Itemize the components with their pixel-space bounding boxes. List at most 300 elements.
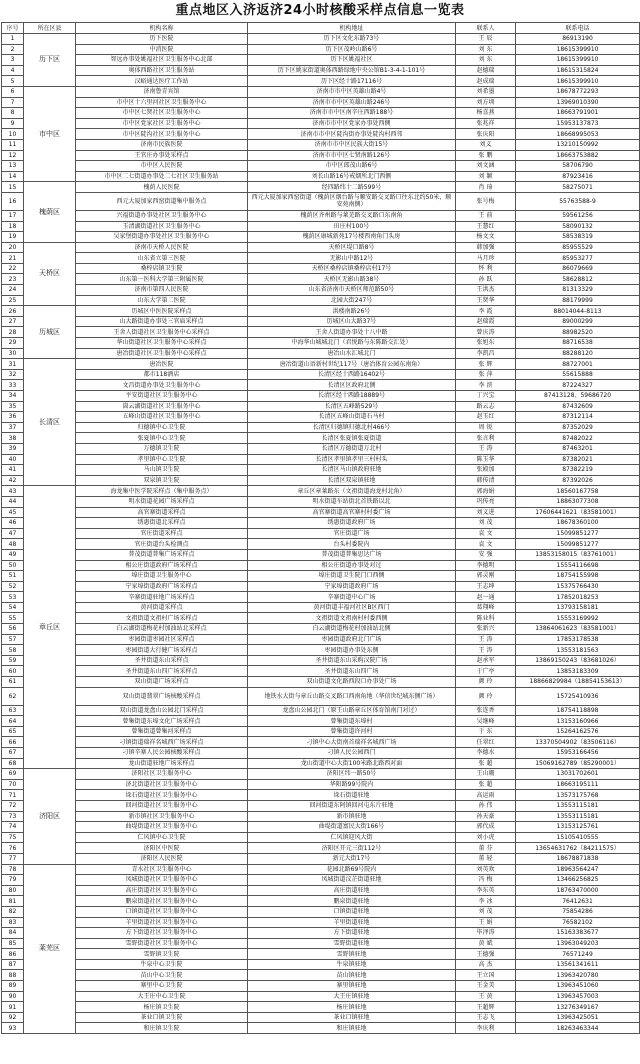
institution-address: 苗山镇驻地 xyxy=(248,970,456,981)
institution-name: 中消医院 xyxy=(76,44,248,55)
contact-phone: 87382021 xyxy=(516,454,640,465)
institution-address: 长清区双泉镇驻地 xyxy=(248,475,456,486)
table-row xyxy=(2,97,640,108)
institution-name: 大王庄中心卫生院 xyxy=(76,991,248,1002)
contact-phone: 13853158015（83761001） xyxy=(516,549,640,560)
contact-person: 颜 玲 xyxy=(456,687,516,705)
institution-name: 市中区二七街道办事处二七社区卫生服务站 xyxy=(76,171,248,182)
district-cell: 槐荫区 xyxy=(24,182,76,242)
contact-phone: 13370504902（83506116） xyxy=(516,737,640,748)
row-index: 66 xyxy=(2,737,24,748)
table-row xyxy=(2,970,640,981)
contact-person: 韩加强 xyxy=(456,242,516,253)
contact-phone: 13031702601 xyxy=(516,769,640,780)
contact-person: 赵一通 xyxy=(456,592,516,603)
row-index: 17 xyxy=(2,210,24,221)
contact-person: 毕泽涛 xyxy=(456,928,516,939)
table-row xyxy=(2,76,640,87)
institution-name: 刁镇街道瑞祥名城西广场采样点 xyxy=(76,737,248,748)
table-row xyxy=(2,306,640,317)
contact-person: 颜 玲 xyxy=(456,677,516,688)
row-index: 20 xyxy=(2,242,24,253)
row-index: 35 xyxy=(2,401,24,412)
institution-address: 洪楼南路26号 xyxy=(248,306,456,317)
district-cell: 天桥区 xyxy=(24,242,76,306)
row-index: 83 xyxy=(2,917,24,928)
institution-address: 牛泉镇驻地 xyxy=(248,959,456,970)
table-row xyxy=(2,779,640,790)
contact-person: 王超辉 xyxy=(456,1002,516,1013)
institution-name: 凤城街道社区卫生服务中心 xyxy=(76,875,248,886)
institution-name: 崮云湖街道社区卫生服务中心 xyxy=(76,401,248,412)
contact-person: 韩传清 xyxy=(456,475,516,486)
institution-name: 曾集街道曾集河采样点 xyxy=(76,726,248,737)
institution-address: 普茂街道普集思达广场 xyxy=(248,549,456,560)
row-index: 78 xyxy=(2,864,24,875)
institution-name: 历城区中医医院采样点 xyxy=(76,306,248,317)
institution-name: 海龙集中医学院采样点（集中服务点） xyxy=(76,486,248,497)
contact-phone: 18615399910 xyxy=(516,55,640,66)
contact-person: 安 强 xyxy=(456,549,516,560)
contact-person: 李 冰 xyxy=(456,896,516,907)
table-row xyxy=(2,832,640,843)
contact-phone: 76571249 xyxy=(516,949,640,960)
contact-phone: 15725410936 xyxy=(516,687,640,705)
contact-person: 刘英欢 xyxy=(456,864,516,875)
table-row xyxy=(2,454,640,465)
institution-address: 鹏泉街道驻地 xyxy=(248,896,456,907)
table-row xyxy=(2,327,640,338)
institution-address: 刁镇中心大街南首瑞祥名城西广场 xyxy=(248,737,456,748)
institution-name: 杨庄镇卫生院 xyxy=(76,1002,248,1013)
contact-phone: 18678360100 xyxy=(516,518,640,529)
table-row xyxy=(2,624,640,635)
institution-address: 新市镇驻地 xyxy=(248,811,456,822)
institution-address: 白云湖街道梅花村加油站北侧 xyxy=(248,624,456,635)
row-index: 1 xyxy=(2,34,24,45)
table-row xyxy=(2,108,640,119)
institution-address: 回河街道东阿镇回河屯东片驻地 xyxy=(248,800,456,811)
header-institution: 机构名称 xyxy=(76,23,248,34)
contact-phone: 87463201 xyxy=(516,443,640,454)
table-row xyxy=(2,917,640,928)
institution-name: 兴福街道办事处社区卫生服务中心 xyxy=(76,210,248,221)
table-row xyxy=(2,549,640,560)
table-row xyxy=(2,242,640,253)
row-index: 69 xyxy=(2,769,24,780)
institution-name: 吴家堡街道办事处社区卫生服务中心 xyxy=(76,232,248,243)
institution-name: 双山街道广场采样点 xyxy=(76,677,248,688)
contact-person: 王贤华 xyxy=(456,295,516,306)
table-row xyxy=(2,811,640,822)
contact-person: 曾庆涛 xyxy=(456,327,516,338)
institution-name: 双山街道龙盘山公园北门采样点 xyxy=(76,705,248,716)
row-index: 42 xyxy=(2,475,24,486)
institution-name: 高庄街道社区卫生服务中心 xyxy=(76,885,248,896)
contact-person: 丁兴宝 xyxy=(456,391,516,402)
table-row xyxy=(2,274,640,285)
table-row xyxy=(2,433,640,444)
institution-name: 华山街道社区卫生服务中心采样点 xyxy=(76,338,248,349)
contact-phone: 88727001 xyxy=(516,359,640,370)
institution-address: 田庄村100号 xyxy=(248,221,456,232)
institution-address: 口镇街道驻地 xyxy=(248,906,456,917)
contact-phone: 13969010390 xyxy=(516,97,640,108)
table-row xyxy=(2,44,640,55)
table-row xyxy=(2,210,640,221)
institution-address: 刘长山路16号戒烟所北门西侧 xyxy=(248,171,456,182)
table-row xyxy=(2,769,640,780)
institution-address: 埠庄街道卫生院门口西侧 xyxy=(248,571,456,582)
contact-person: 马月珍 xyxy=(456,253,516,264)
contact-phone: 87923416 xyxy=(516,171,640,182)
contact-person: 刘 东 xyxy=(456,44,516,55)
contact-phone: 55763588-9 xyxy=(516,192,640,210)
table-row xyxy=(2,496,640,507)
table-row xyxy=(2,475,640,486)
contact-phone: 89000299 xyxy=(516,316,640,327)
table-row xyxy=(2,253,640,264)
table-row xyxy=(2,129,640,140)
contact-person: 王 娟 xyxy=(456,917,516,928)
contact-person: 郭代成 xyxy=(456,822,516,833)
contact-phone: 15554116698 xyxy=(516,560,640,571)
contact-phone: 13654631762（84211575） xyxy=(516,843,640,854)
contact-phone: 88179999 xyxy=(516,295,640,306)
institution-address: 枣园街道办事处东侧 xyxy=(248,645,456,656)
contact-phone: 13553115181 xyxy=(516,811,640,822)
contact-person: 吴继峰 xyxy=(456,716,516,727)
row-index: 19 xyxy=(2,232,24,243)
table-row xyxy=(2,822,640,833)
institution-name: 苗山中心卫生院 xyxy=(76,970,248,981)
row-index: 77 xyxy=(2,853,24,864)
row-index: 73 xyxy=(2,811,24,822)
contact-person: 孙 伟 xyxy=(456,800,516,811)
table-row xyxy=(2,959,640,970)
contact-person: 王 涛 xyxy=(456,645,516,656)
row-index: 39 xyxy=(2,443,24,454)
table-row xyxy=(2,161,640,172)
contact-phone: 13153160966 xyxy=(516,716,640,727)
institution-name: 市中区人民医院 xyxy=(76,161,248,172)
institution-address: 长清区孝里镇孝里三村村头 xyxy=(248,454,456,465)
contact-phone: 88014044-8113 xyxy=(516,306,640,317)
contact-person: 王志飞 xyxy=(456,1012,516,1023)
contact-phone: 76582102 xyxy=(516,917,640,928)
contact-person: 张言利 xyxy=(456,433,516,444)
contact-phone: 13963425051 xyxy=(516,1012,640,1023)
row-index: 65 xyxy=(2,726,24,737)
table-row xyxy=(2,581,640,592)
institution-name: 牛泉中心卫生院 xyxy=(76,959,248,970)
table-row xyxy=(2,528,640,539)
institution-name: 宁家埠街道政府广场采样点 xyxy=(76,581,248,592)
contact-person: 李东英 xyxy=(456,885,516,896)
institution-address: 天桥区堤口路8号 xyxy=(248,242,456,253)
contact-phone: 13793158181 xyxy=(516,602,640,613)
contact-person: 肖 琦 xyxy=(456,182,516,193)
row-index: 72 xyxy=(2,800,24,811)
contact-phone: 15375766430 xyxy=(516,581,640,592)
table-row xyxy=(2,634,640,645)
contact-person: 赵玉红 xyxy=(456,412,516,423)
contact-person: 刘方圳 xyxy=(456,97,516,108)
contact-person: 袁 文 xyxy=(456,528,516,539)
row-index: 6 xyxy=(2,86,24,97)
contact-person: 怀 利 xyxy=(456,263,516,274)
contact-phone: 87392026 xyxy=(516,475,640,486)
contact-phone: 13573175768 xyxy=(516,790,640,801)
row-index: 46 xyxy=(2,518,24,529)
institution-name: 刁镇辛寨人民公园核酸采样点 xyxy=(76,748,248,759)
institution-name: 王官庄办事处采样点 xyxy=(76,150,248,161)
institution-address: 北园大街247号 xyxy=(248,295,456,306)
contact-person: 刘 茂 xyxy=(456,518,516,529)
row-index: 31 xyxy=(2,359,24,370)
contact-phone: 13210150992 xyxy=(516,139,640,150)
contact-phone: 59561256 xyxy=(516,210,640,221)
institution-address: 唐冶街道山语新村世纪117号（唐冶体育公园东南角） xyxy=(248,359,456,370)
row-index: 63 xyxy=(2,705,24,716)
row-index: 28 xyxy=(2,327,24,338)
contact-phone: 85955529 xyxy=(516,242,640,253)
table-row xyxy=(2,55,640,66)
contact-person: 赵承军 xyxy=(456,655,516,666)
table-row xyxy=(2,518,640,529)
institution-name: 山东第一医科大学第三附属医院 xyxy=(76,274,248,285)
institution-address: 垛石街道驻地 xyxy=(248,790,456,801)
table-row xyxy=(2,885,640,896)
contact-person: 孙天豪 xyxy=(456,811,516,822)
contact-phone: 87482022 xyxy=(516,433,640,444)
row-index: 87 xyxy=(2,959,24,970)
institution-name: 济北街道社区卫生服务中心 xyxy=(76,779,248,790)
contact-phone: 13853183309 xyxy=(516,666,640,677)
institution-name: 辛寨街道驻地广场采样点 xyxy=(76,592,248,603)
row-index: 81 xyxy=(2,896,24,907)
institution-name: 新市镇社区卫生服务中心 xyxy=(76,811,248,822)
institution-name: 文昌街道办事处卫生服务中心 xyxy=(76,380,248,391)
row-index: 57 xyxy=(2,634,24,645)
table-row xyxy=(2,602,640,613)
institution-name: 智远办事处姚福社区卫生服务中心北部 xyxy=(76,55,248,66)
table-row xyxy=(2,86,640,97)
row-index: 18 xyxy=(2,221,24,232)
institution-name: 济南鲁青宾馆 xyxy=(76,86,248,97)
institution-address: 长清区归德镇归德北村466号 xyxy=(248,422,456,433)
institution-address: 济南市市中区民族大街15号 xyxy=(248,139,456,150)
institution-name: 济南市民族医院 xyxy=(76,139,248,150)
institution-name: 济南市第四人民医院 xyxy=(76,285,248,296)
institution-name: 青水社区卫生服务中心 xyxy=(76,864,248,875)
institution-address: 济南市市中区英雄山路246号 xyxy=(248,97,456,108)
institution-name: 唐冶街道社区卫生服务中心采样点 xyxy=(76,348,248,359)
institution-address: 长清区五峰山街道石马村 xyxy=(248,412,456,423)
contact-phone: 17853178538 xyxy=(516,634,640,645)
contact-phone: 87352029 xyxy=(516,422,640,433)
institution-name: 寨里中心卫生院 xyxy=(76,981,248,992)
institution-name: 文祖街道文祖村广场采样点 xyxy=(76,613,248,624)
table-row xyxy=(2,716,640,727)
institution-name: 汉峪通达医疗工作站 xyxy=(76,76,248,87)
table-row xyxy=(2,949,640,960)
contact-phone: 87224327 xyxy=(516,380,640,391)
contact-person: 张 鹏 xyxy=(456,150,516,161)
institution-address: 文祖街道文祖南村村委西侧 xyxy=(248,613,456,624)
contact-person: 刘 颖 xyxy=(456,171,516,182)
row-index: 91 xyxy=(2,1002,24,1013)
table-row xyxy=(2,928,640,939)
institution-name: 唐冶医院 xyxy=(76,359,248,370)
institution-name: 万德镇卫生院 xyxy=(76,443,248,454)
district-cell: 市中区 xyxy=(24,86,76,181)
institution-name: 历下医院 xyxy=(76,34,248,45)
contact-phone: 13869150243（83681026） xyxy=(516,655,640,666)
institution-address: 市中区郎茂山路6号 xyxy=(248,161,456,172)
contact-person: 刘文涵 xyxy=(456,161,516,172)
row-index: 64 xyxy=(2,716,24,727)
table-row xyxy=(2,263,640,274)
institution-address: 长清区五峰路529号 xyxy=(248,401,456,412)
institution-address: 天桥区无影山路38号 xyxy=(248,274,456,285)
institution-address: 长清区张夏镇张夏街道 xyxy=(248,433,456,444)
table-row xyxy=(2,687,640,705)
contact-person: 黄 斌 xyxy=(456,938,516,949)
contact-phone: 85953277 xyxy=(516,253,640,264)
row-index: 33 xyxy=(2,380,24,391)
table-row xyxy=(2,443,640,454)
institution-name: 回河街道社区卫生服务中心 xyxy=(76,800,248,811)
institution-name: 双泉镇卫生院 xyxy=(76,475,248,486)
institution-name: 市中区七贤社区卫生服务中心 xyxy=(76,108,248,119)
contact-phone: 13963420780 xyxy=(516,970,640,981)
row-index: 2 xyxy=(2,44,24,55)
row-index: 26 xyxy=(2,306,24,317)
contact-person: 张新兴 xyxy=(456,624,516,635)
header-phone: 联系电话 xyxy=(516,23,640,34)
row-index: 21 xyxy=(2,253,24,264)
institution-name: 枣园街道枣园社区采样点 xyxy=(76,634,248,645)
table-row xyxy=(2,486,640,497)
contact-phone: 88982520 xyxy=(516,327,640,338)
institution-address: 仁风镇迎风大街 xyxy=(248,832,456,843)
row-index: 11 xyxy=(2,139,24,150)
institution-name: 埠庄街道卫生服务中心 xyxy=(76,571,248,582)
row-index: 58 xyxy=(2,645,24,656)
institution-address: 天桥区桑梓店镇桑梓店村17号 xyxy=(248,263,456,274)
institution-name: 圣井街道东山采样点 xyxy=(76,655,248,666)
contact-phone: 58090132 xyxy=(516,221,640,232)
institution-name: 相公庄街道政府广场采样点 xyxy=(76,560,248,571)
header-address: 机构地址 xyxy=(248,23,456,34)
district-cell: 济阳区 xyxy=(24,769,76,864)
contact-phone: 75854286 xyxy=(516,906,640,917)
institution-address: 长清区区政府北侧 xyxy=(248,380,456,391)
contact-person: 张殿加 xyxy=(456,465,516,476)
table-row xyxy=(2,391,640,402)
institution-name: 羊里街道社区卫生服务中心 xyxy=(76,917,248,928)
contact-person: 王 涛 xyxy=(456,634,516,645)
institution-address: 槐荫区康城新苑17号楼西南角门头房 xyxy=(248,232,456,243)
institution-address: 济阳区纬一路50号 xyxy=(248,769,456,780)
table-row xyxy=(2,571,640,582)
contact-person: 巩传亮 xyxy=(456,496,516,507)
institution-name: 普茂街道普集广场采样点 xyxy=(76,549,248,560)
institution-address: 曲堤街道富民大街166号 xyxy=(248,822,456,833)
institution-name: 方下街道社区卫生服务中心 xyxy=(76,928,248,939)
institution-name: 明水街道花园广场采样点 xyxy=(76,496,248,507)
contact-phone: 18754155998 xyxy=(516,571,640,582)
contact-person: 王金美 xyxy=(456,981,516,992)
institution-address: 枣园街道政府北门广场 xyxy=(248,634,456,645)
institution-address: 历下区经十路17116号 xyxy=(248,76,456,87)
table-row xyxy=(2,666,640,677)
institution-name: 归德镇中心卫生院 xyxy=(76,422,248,433)
table-row xyxy=(2,182,640,193)
table-row xyxy=(2,560,640,571)
row-index: 29 xyxy=(2,338,24,349)
table-row xyxy=(2,705,640,716)
institution-name: 马山镇卫生院 xyxy=(76,465,248,476)
contact-person: 王立国 xyxy=(456,970,516,981)
contact-phone: 18663753882 xyxy=(516,150,640,161)
table-row xyxy=(2,380,640,391)
institution-address: 唐冶山水汇城北门 xyxy=(248,348,456,359)
table-row xyxy=(2,737,640,748)
row-index: 34 xyxy=(2,391,24,402)
contact-person: 李德明 xyxy=(456,560,516,571)
contact-phone: 18678772293 xyxy=(516,86,640,97)
institution-address: 寨里镇驻地 xyxy=(248,981,456,992)
institution-address: 王舍人街道办事处十八中路 xyxy=(248,327,456,338)
table-row xyxy=(2,800,640,811)
table-row xyxy=(2,285,640,296)
row-index: 16 xyxy=(2,192,24,210)
institution-address: 高官寨街道高官寨村村委广场 xyxy=(248,507,456,518)
institution-address: 大王庄镇驻地 xyxy=(248,991,456,1002)
table-row xyxy=(2,139,640,150)
contact-person: 郭灵刚 xyxy=(456,571,516,582)
contact-person: 冯 梅 xyxy=(456,875,516,886)
contact-person: 刘 茂 xyxy=(456,906,516,917)
institution-address: 历下区文化东路73号 xyxy=(248,34,456,45)
row-index: 30 xyxy=(2,348,24,359)
contact-person: 袁 文 xyxy=(456,539,516,550)
institution-name: 济阳社区卫生服务中心 xyxy=(76,769,248,780)
row-index: 82 xyxy=(2,906,24,917)
table-row xyxy=(2,401,640,412)
contact-phone: 18263463344 xyxy=(516,1023,640,1034)
row-index: 67 xyxy=(2,748,24,759)
institution-name: 济阳区中医院 xyxy=(76,843,248,854)
contact-person: 任翠红 xyxy=(456,737,516,748)
contact-person: 高运雨 xyxy=(456,790,516,801)
contact-phone: 58706790 xyxy=(516,161,640,172)
institution-address: 西元大厦加家西窑街道（槐荫区烟台路与顺安路交叉路口往东北约50米，顺安苑南侧） xyxy=(248,192,456,210)
institution-address: 官庄街道广场 xyxy=(248,528,456,539)
page-title: 重点地区入济返济24小时核酸采样点信息一览表 xyxy=(175,3,465,18)
contact-phone: 18663791901 xyxy=(516,108,640,119)
contact-phone: 18668995053 xyxy=(516,129,640,140)
institution-name: 黄河街道采样点 xyxy=(76,602,248,613)
contact-phone: 17852018253 xyxy=(516,592,640,603)
row-index: 44 xyxy=(2,496,24,507)
institution-address: 花园北路69号院内 xyxy=(248,864,456,875)
institution-name: 王舍人街道社区卫生服务中心采样点 xyxy=(76,327,248,338)
contact-person: 赵德瑞 xyxy=(456,65,516,76)
contact-phone: 13561341611 xyxy=(516,959,640,970)
